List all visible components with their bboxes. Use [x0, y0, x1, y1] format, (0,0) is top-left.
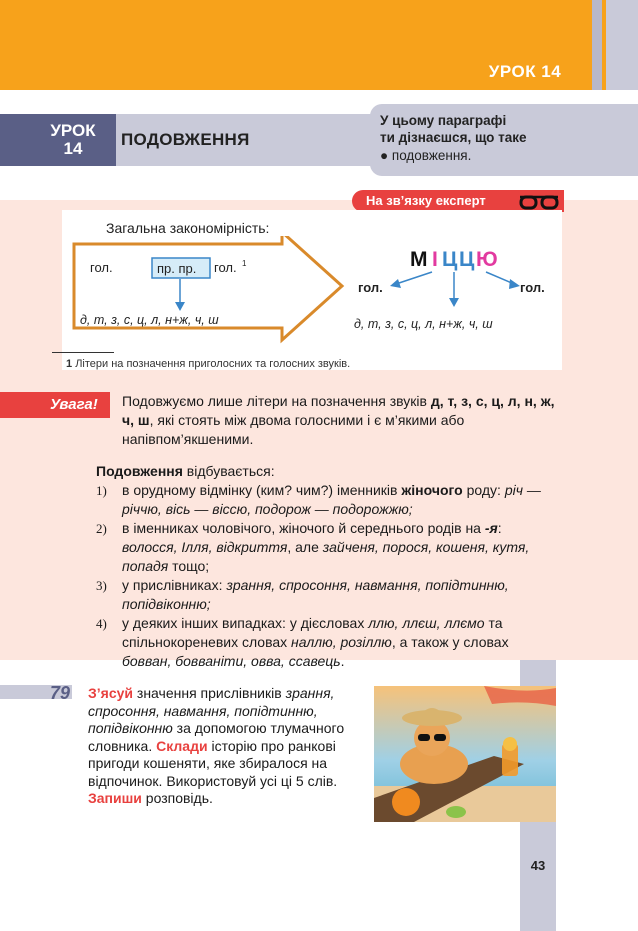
paragraph-goals [370, 104, 638, 176]
cases-list [96, 481, 556, 671]
footnote-mark: 1 [242, 259, 247, 268]
list-item: 1) в орудному відмінку (ким? чим?) іменників жіночого роду: річ — річчю, вісь — віссю, подорож — подорожжю; [96, 482, 541, 517]
lengthening-cases [96, 462, 556, 671]
scheme-letters: д, т, з, с, ц, л, н+ж, ч, ш [80, 313, 219, 327]
running-title: УРОК 14 [488, 62, 562, 81]
example-vowel-left: гол. [358, 280, 383, 295]
top-decor-stripe-2 [606, 0, 638, 90]
goals-line-2: ти дізнаєшся, що таке [380, 130, 527, 145]
goals-bullet: ● подовження. [380, 148, 472, 163]
list-item: 4) у деяких інших випадках: у дієсловах ллю, ллєш, ллємо та спільнокореневих словах наллю, розіллю, а також у словах бовван, бовваніти, овва, ссавець. [96, 615, 509, 669]
lesson-title: ПОДОВЖЕННЯ [121, 130, 250, 149]
scheme-consonants: пр. пр. [157, 261, 197, 276]
scheme-vowel-right: гол. [214, 260, 237, 275]
example-letter-ts2: Ц [459, 248, 475, 271]
example-letter-i: І [432, 248, 438, 271]
example-letter-ts1: Ц [442, 248, 458, 271]
footnote-divider [52, 352, 114, 353]
expert-label: На зв’язку експерт [352, 190, 564, 212]
attention-label: Увага! [0, 392, 110, 418]
example-arrow-left-head [390, 279, 401, 288]
exercise-text: З’ясуй значення прислівників зрання, спросоння, навмання, попідтинню, попідвіконню за допомогою тлумачного словника. Склади історію про ранкові пригоди кошеняти, яке збиралося на відпочинок. Використовуй усі ці 5 слів. Запиши розповідь. [88, 685, 345, 806]
cases-lead: Подовження відбувається: [96, 463, 275, 479]
scheme-vowel-left: гол. [90, 260, 113, 275]
list-item: 3) у прислівниках: зрання, спросоння, навмання, попідтинню, попідвіконню; [96, 577, 509, 612]
example-vowel-right: гол. [520, 280, 545, 295]
lesson-label: УРОК [50, 121, 96, 140]
example-arrow-right-head [509, 279, 520, 289]
rule-title: Загальна закономірність: [106, 220, 270, 236]
lesson-number: 14 [63, 139, 83, 158]
example-letters: д, т, з, с, ц, л, н+ж, ч, ш [354, 317, 493, 331]
attention-text: Подовжуємо лише літери на позначення звуків д, т, з, с, ц, л, н, ж, ч, ш, які стоять між двома голосними і є м’якими або напівпом’якшеними. [122, 393, 555, 447]
list-item: 2) в іменниках чоловічого, жіночого й середнього родів на -я: волосся, Ілля, відкриття, але зайченя, порося, кошеня, кутя, попадя тощо; [96, 520, 530, 574]
footnote-text: Літери на позначення приголосних та голосних звуків. [75, 358, 351, 370]
cat-on-beach-illustration [374, 686, 556, 822]
rule-diagram [62, 236, 552, 346]
lesson-badge [0, 114, 116, 166]
example-letter-yu: Ю [476, 248, 498, 271]
example-arrow-down-head [449, 298, 459, 307]
footnote-number: 1 [66, 358, 73, 370]
footnote [66, 358, 350, 370]
page-number: 43 [530, 858, 546, 873]
example-arrow-left [396, 272, 432, 284]
goals-line-1: У цьому параграфі [380, 113, 507, 128]
glasses-icon [518, 192, 560, 212]
example-letter-m: М [410, 248, 428, 271]
scheme-arrow-head [175, 302, 185, 311]
top-decor-stripe [592, 0, 602, 90]
exercise-number: 79 [50, 683, 71, 703]
